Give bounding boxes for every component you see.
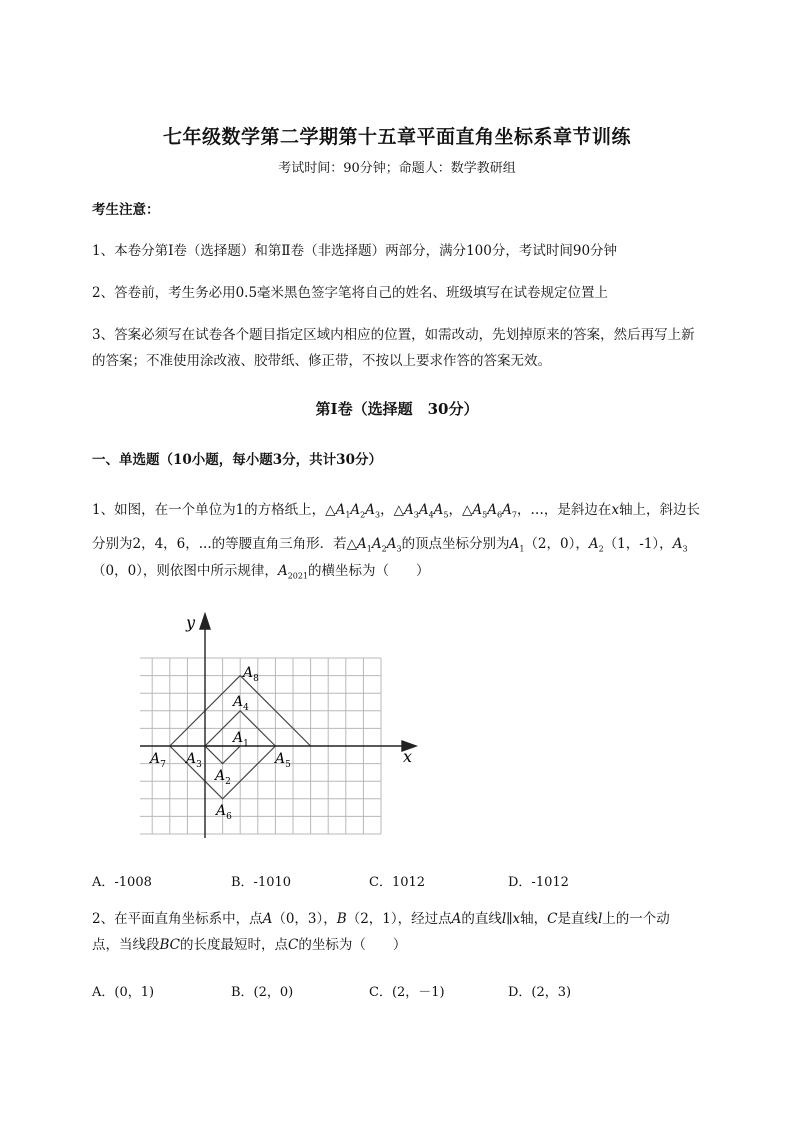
label-a3: $A_3$: [186, 751, 202, 770]
page-title: 七年级数学第二学期第十五章平面直角坐标系章节训练: [162, 126, 631, 148]
label-a8: $A_8$: [243, 665, 259, 684]
q2-option-c[interactable]: C．(2，－1): [369, 985, 445, 1000]
notice-heading: 考生注意：: [92, 202, 160, 218]
q2-option-b[interactable]: B．(2，0): [231, 985, 294, 1000]
q2-line-2: 点，当线段BC的长度最短时，点C的坐标为（ ）: [92, 937, 407, 953]
q1-option-b[interactable]: B．-1010: [231, 875, 292, 890]
axes: [140, 614, 416, 838]
notice-item-1: 1、本卷分第I卷（选择题）和第Ⅱ卷（非选择题）两部分，满分100分，考试时间90分钟: [92, 243, 618, 259]
label-a5: $A_5$: [275, 751, 291, 770]
notice-item-3: 3、答案必须写在试卷各个题目指定区域内相应的位置，如需改动，先划掉原来的答案，然后再写上新: [92, 327, 695, 343]
q1-coordinate-figure: [140, 608, 430, 838]
notice-item-3-cont: 的答案；不准使用涂改液、胶带纸、修正带，不按以上要求作答的答案无效。: [92, 353, 551, 369]
q2-option-a[interactable]: A．(0，1): [92, 985, 155, 1000]
q1-line-2: 分别为2，4，6，...的等腰直角三角形．若$\triangle A_1A_2A_3$的顶点坐标分别为$A_1(2$，0），$A_2(1$，-1），$A_3$: [92, 536, 688, 554]
label-a1: $A_1$: [233, 730, 249, 749]
q1-option-c[interactable]: C．1012: [369, 875, 426, 890]
y-axis-arrow: [200, 614, 210, 629]
x-axis-label: x: [403, 747, 413, 766]
notice-item-2: 2、答卷前，考生务必用0.5毫米黑色签字笔将自己的姓名、班级填写在试卷规定位置上: [92, 285, 609, 301]
section-title: 第I卷（选择题 30分）: [315, 400, 479, 418]
y-axis-label: y: [186, 613, 196, 632]
q2-line-1: 2、在平面直角坐标系中，点A（0，3），B（2，1），经过点A的直线l∥x轴，C是直线l上的一个动: [92, 911, 670, 927]
label-a4: $A_4$: [233, 694, 249, 713]
q1-option-a[interactable]: A．-1008: [92, 875, 152, 890]
q1-option-d[interactable]: D．-1012: [508, 875, 569, 890]
label-a7: $A_7$: [150, 751, 166, 770]
label-a6: $A_6$: [216, 803, 232, 822]
label-a2: $A_2$: [215, 768, 231, 787]
page-subtitle: 考试时间：90分钟；命题人：数学教研组: [278, 161, 516, 176]
q1-line-1: 1、如图，在一个单位为1的方格纸上，$\triangle A_1A_2A_3$，$\triangle A_3A_4A_5$，$\triangle A_5A_6A_7$，…，是斜边在x轴上，斜边长: [92, 502, 701, 520]
q1-line-3: （0，0），则依图中所示规律，$A_{2021}$的横坐标为（ ）: [92, 563, 430, 581]
part-heading: 一、单选题（10小题，每小题3分，共计30分）: [92, 452, 382, 468]
q2-option-d[interactable]: D．(2，3): [508, 985, 572, 1000]
